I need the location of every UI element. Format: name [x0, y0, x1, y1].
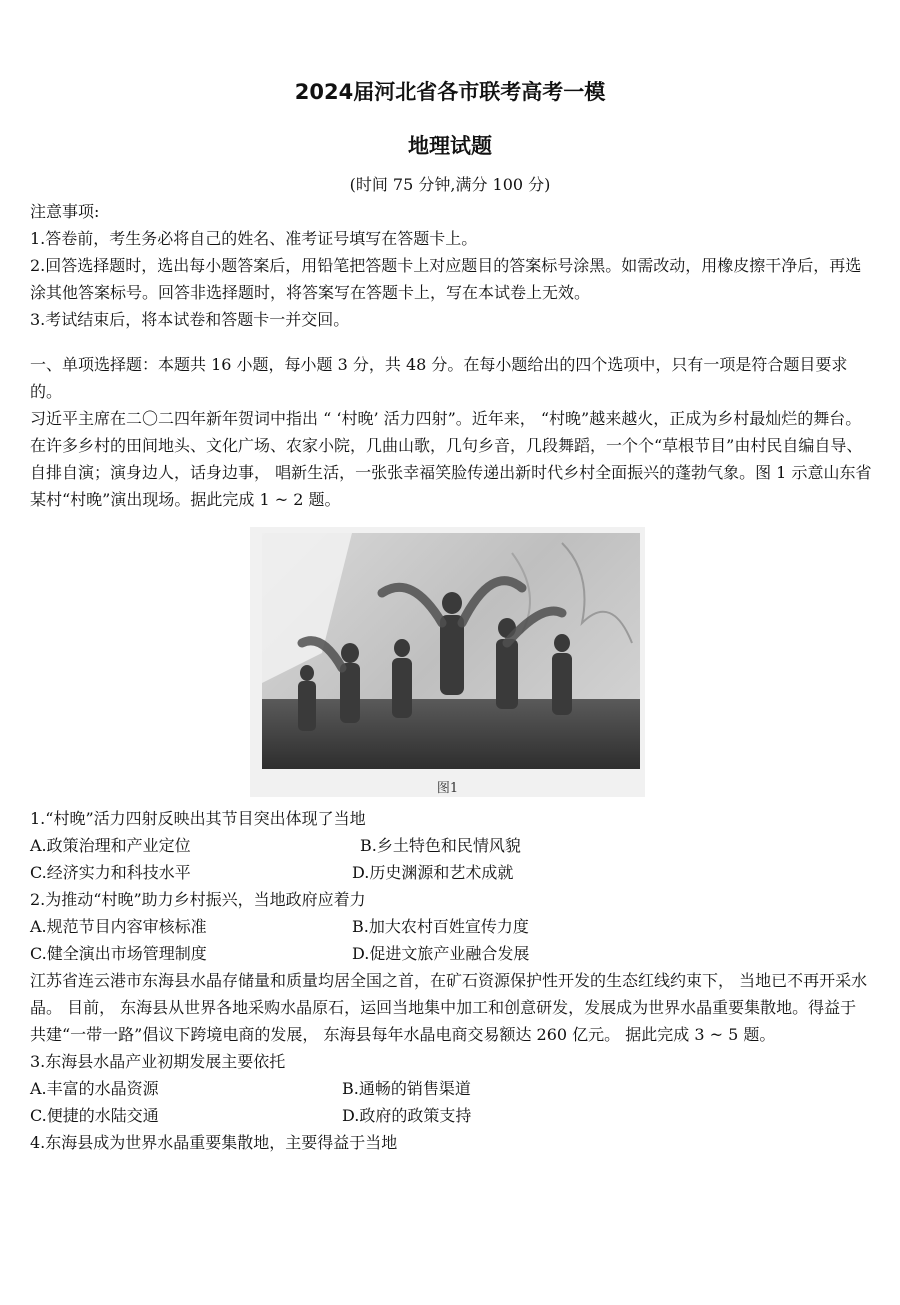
q1-options-row-2 — [30, 859, 872, 886]
notice-item-3: 3.考试结束后，将本试卷和答题卡一并交回。 — [30, 310, 350, 329]
notice-heading: 注意事项: — [30, 202, 100, 221]
notice-item-1: 1.答卷前，考生务必将自己的姓名、准考证号填写在答题卡上。 — [30, 229, 478, 248]
q3-option-d: D.政府的政策支持 — [342, 1106, 472, 1125]
q3-option-b: B.通畅的销售渠道 — [342, 1079, 471, 1098]
passage-2: 江苏省连云港市东海县水晶存储量和质量均居全国之首，在矿石资源保护性开发的生态红线约束下， 当地已不再开采水晶。 目前， 东海县从世界各地采购水晶原石，运回当地集中加工和创意研发，发展成为世界水晶重要集散地。得益于共建“一带一路”倡议下跨境电商的发展， 东海县每年水晶电商交易额达 260 亿元。 据此完成 3 ~ 5 题。 — [30, 971, 868, 1044]
q1-stem: 1.“村晚”活力四射反映出其节目突出体现了当地 — [30, 809, 366, 828]
q1-option-b: B.乡土特色和民情风貌 — [360, 836, 521, 855]
passage-1: 习近平主席在二〇二四年新年贺词中指出 “ ‘村晚’ 活力四射”。近年来， “村晚”越来越火，正成为乡村最灿烂的舞台。在许多乡村的田间地头、文化广场、农家小院，几曲山歌，几句乡音，几段舞蹈，一个个“草根节目”由村民自编自导、 自排自演；演身边人，话身边事， 唱新生活，一张张幸福笑脸传递出新时代乡村全面振兴的蓬勃气象。图 1 示意山东省某村“村晚”演出现场。据此完成 1 ~ 2 题。 — [30, 409, 872, 509]
section-intro: 一、单项选择题：本题共 16 小题，每小题 3 分，共 48 分。在每小题给出的四个选项中，只有一项是符合题目要求的。 — [30, 355, 848, 401]
q2-option-a: A.规范节目内容审核标准 — [30, 917, 207, 936]
subject-title: 地理试题 — [408, 134, 492, 158]
q4-stem: 4.东海县成为世界水晶重要集散地，主要得益于当地 — [30, 1133, 398, 1152]
spacer — [30, 333, 872, 351]
time-note: (时间 75 分钟,满分 100 分) — [349, 175, 551, 194]
exam-body — [30, 198, 872, 1156]
q3-options-row-2 — [30, 1102, 872, 1129]
exam-title: 2024届河北省各市联考高考一模 — [294, 80, 606, 104]
q1-option-a: A.政策治理和产业定位 — [30, 836, 191, 855]
notice-item-2: 2.回答选择题时，选出每小题答案后，用铅笔把答题卡上对应题目的答案标号涂黑。如需改动，用橡皮擦干净后，再选涂其他答案标号。回答非选择题时，将答案写在答题卡上，写在本试卷上无效。 — [30, 256, 862, 302]
q2-option-c: C.健全演出市场管理制度 — [30, 944, 207, 963]
q1-option-d: D.历史渊源和艺术成就 — [352, 863, 514, 882]
village-gala-photo — [262, 533, 640, 769]
q3-stem: 3.东海县水晶产业初期发展主要依托 — [30, 1052, 286, 1071]
q3-option-a: A.丰富的水晶资源 — [30, 1079, 159, 1098]
q2-options-row-1 — [30, 913, 872, 940]
q2-options-row-2 — [30, 940, 872, 967]
q2-option-b: B.加大农村百姓宣传力度 — [352, 917, 529, 936]
q2-option-d: D.促进文旅产业融合发展 — [352, 944, 530, 963]
q3-option-c: C.便捷的水陆交通 — [30, 1106, 159, 1125]
q1-options-row-1 — [30, 832, 872, 859]
dancers-illustration — [262, 533, 640, 769]
q1-option-c: C.经济实力和科技水平 — [30, 863, 191, 882]
figure-caption: 图1 — [436, 781, 459, 796]
q2-stem: 2.为推动“村晚”助力乡村振兴，当地政府应着力 — [30, 890, 366, 909]
q3-options-row-1 — [30, 1075, 872, 1102]
figure-1 — [250, 527, 645, 797]
